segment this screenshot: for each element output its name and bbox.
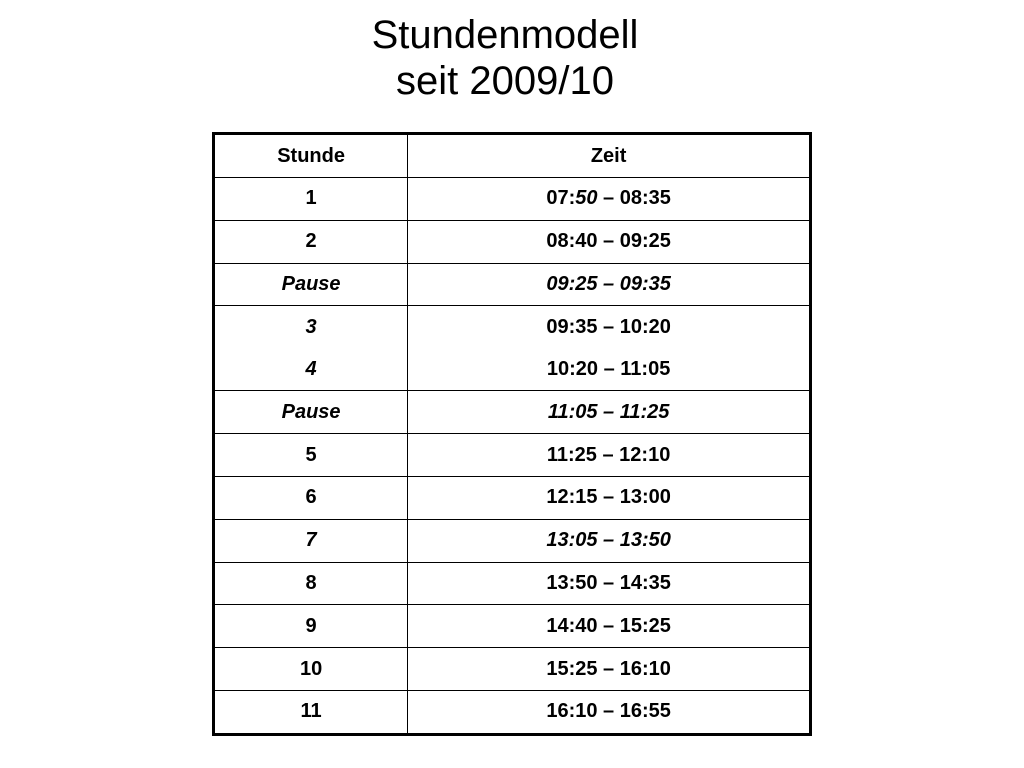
table-row — [214, 648, 811, 691]
cell-stunde: 11 — [214, 690, 408, 734]
stunde-4: 4 — [305, 358, 317, 381]
cell-stunde-merged — [214, 306, 408, 391]
slide-title — [0, 12, 1010, 104]
zeit-part: – 08:35 — [597, 187, 671, 210]
cell-zeit: 12:15 – 13:00 — [408, 476, 811, 519]
cell-stunde: 8 — [214, 562, 408, 605]
schedule-table — [212, 132, 812, 736]
table-row — [214, 605, 811, 648]
title-line-1: Stundenmodell — [371, 13, 639, 57]
header-stunde: Stunde — [214, 134, 408, 178]
cell-zeit: 11:25 – 12:10 — [408, 434, 811, 477]
zeit-part: 07: — [546, 187, 576, 210]
cell-zeit-merged — [408, 306, 811, 391]
table-row — [214, 220, 811, 263]
cell-zeit: 15:25 – 16:10 — [408, 648, 811, 691]
cell-stunde: 5 — [214, 434, 408, 477]
cell-zeit: 13:50 – 14:35 — [408, 562, 811, 605]
cell-stunde: 2 — [214, 220, 408, 263]
table-row — [214, 434, 811, 477]
table-row — [214, 690, 811, 734]
table-row — [214, 476, 811, 519]
table-row-pause — [214, 263, 811, 306]
zeit-part-italic: 50 — [575, 187, 598, 210]
cell-zeit: 13:05 – 13:50 — [408, 519, 811, 562]
cell-stunde: 6 — [214, 476, 408, 519]
title-line-2: seit 2009/10 — [396, 59, 614, 103]
table-header-row — [214, 134, 811, 178]
cell-pause-zeit: 09:25 – 09:35 — [408, 263, 811, 306]
zeit-3: 09:35 – 10:20 — [546, 316, 671, 339]
table-row-merged — [214, 306, 811, 391]
cell-zeit — [408, 178, 811, 221]
zeit-4: 10:20 – 11:05 — [546, 358, 671, 381]
cell-stunde: 7 — [214, 519, 408, 562]
table-row — [214, 178, 811, 221]
stunde-3: 3 — [305, 316, 317, 339]
table-row-pause — [214, 391, 811, 434]
table-row — [214, 519, 811, 562]
table-row — [214, 562, 811, 605]
cell-pause-label: Pause — [214, 263, 408, 306]
cell-zeit: 16:10 – 16:55 — [408, 690, 811, 734]
cell-pause-label: Pause — [214, 391, 408, 434]
cell-stunde: 10 — [214, 648, 408, 691]
cell-stunde: 9 — [214, 605, 408, 648]
cell-zeit: 08:40 – 09:25 — [408, 220, 811, 263]
cell-zeit: 14:40 – 15:25 — [408, 605, 811, 648]
header-zeit: Zeit — [408, 134, 811, 178]
cell-pause-zeit: 11:05 – 11:25 — [408, 391, 811, 434]
cell-stunde: 1 — [214, 178, 408, 221]
